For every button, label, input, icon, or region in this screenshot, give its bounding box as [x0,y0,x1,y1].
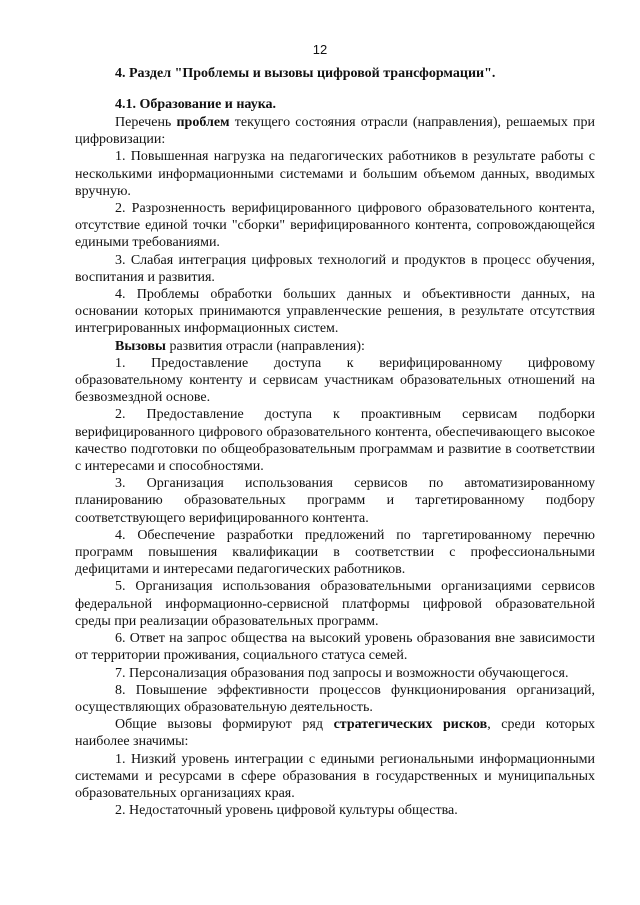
problems-intro [75,114,595,148]
challenge-item: 3. Организация использования сервисов по автоматизированному планированию образовательных программ и таргетированному подбору соответствующего верифицированного контента. [75,476,595,526]
risks-intro [75,716,595,750]
problems-intro-pre: Перечень [115,115,177,130]
problem-item: 3. Слабая интеграция цифровых технологий и продуктов в процесс обучения, воспитания и развития. [75,252,595,285]
challenge-item: 8. Повышение эффективности процессов функционирования организаций, осуществляющих образовательную деятельность. [75,682,595,715]
subsection-heading: 4.1. Образование и наука. [115,97,277,112]
risk-item: 1. Низкий уровень интеграции с едиными региональными информационными системами и ресурсами в сфере образования в государственных и муниципальных образовательных организациях края. [75,751,595,801]
document-content [75,64,595,819]
page-number: 12 [312,42,328,57]
challenge-item: 6. Ответ на запрос общества на высокий уровень образования вне зависимости от территории проживания, социального статуса семей. [75,631,595,664]
problem-item: 4. Проблемы обработки больших данных и объективности данных, на основании которых принимаются управленческие решения, в результате отсутствия интегрированных информационных систем. [75,287,595,337]
problems-intro-bold: проблем [176,115,230,130]
problem-item: 1. Повышенная нагрузка на педагогических работников в результате работы с несколькими информационными системами и большим объемом данных, вводимых вручную. [75,149,595,199]
challenges-intro-post: развития отрасли (направления): [165,338,365,354]
challenge-item: 5. Организация использования образовательными организациями сервисов федеральной информационно-сервисной платформы цифровой образовательной среды при реализации образовательных программ. [75,579,595,629]
risks-intro-pre: Общие вызовы формируют ряд [115,717,334,733]
challenges-intro-bold: Вызовы [115,338,166,354]
challenge-item: 7. Персонализация образования под запросы и возможности обучающегося. [115,665,569,681]
challenge-item: 2. Предоставление доступа к проактивным сервисам подборки верифицированного цифрового образовательного контента, обеспечивающего высокое качество подготовки по общеобразовательным программам и развитие в соответствии с интересами и способностями. [75,407,595,475]
risks-intro-post: , среди которых наиболее значимы: [75,717,595,750]
problem-item: 2. Разрозненность верифицированного цифрового образовательного контента, отсутствие единой точки "сборки" верифицированного контента, сопровождающейся едиными требованиями. [75,201,595,251]
section-heading: 4. Раздел "Проблемы и вызовы цифровой трансформации". [115,66,496,81]
risk-item: 2. Недостаточный уровень цифровой культуры общества. [115,803,458,819]
problems-intro-post: текущего состояния отрасли (направления), решаемых при цифровизации: [75,115,595,148]
challenge-item: 4. Обеспечение разработки предложений по таргетированному перечню программ повышения квалификации в соответствии с профессиональными дефицитами и интересами педагогических работников. [75,527,595,578]
challenge-item: 1. Предоставление доступа к верифицированному цифровому образовательному контенту и сервисам участникам образовательных отношений на безвозмездной основе. [75,355,595,406]
risks-intro-bold: стратегических рисков [333,717,488,733]
challenges-intro [75,338,595,355]
